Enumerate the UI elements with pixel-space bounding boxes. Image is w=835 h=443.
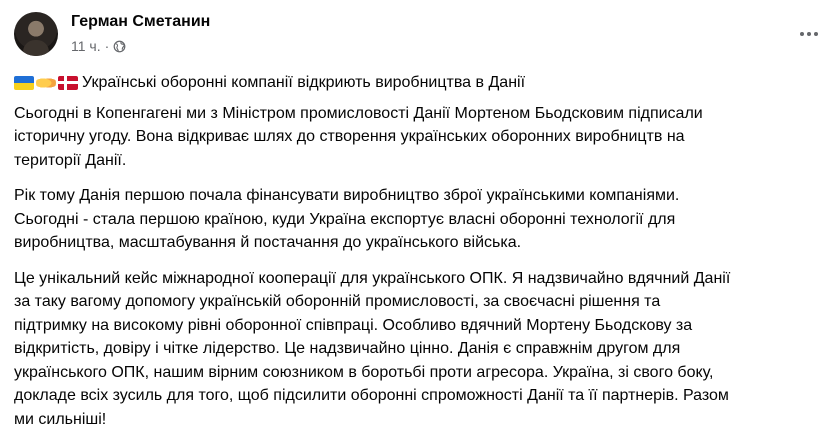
post-header [14, 12, 821, 60]
paragraph-line: Сьогодні - стала першою країною, куди Україна експортує власні оборонні технології для [14, 210, 676, 228]
paragraph-line: історичну угоду. Вона відкриває шлях до створення українських оборонних виробництв на [14, 128, 685, 145]
paragraph-line: Рік тому Данія першою почала фінансувати виробництво зброї українськими компаніями. [14, 187, 680, 204]
paragraph-1 [14, 102, 819, 173]
paragraph-line: за таку вагому допомогу українській оборонній промисловості, за своєчасні рішення та [14, 293, 661, 310]
paragraph-line: українського ОПК, нашим вірним союзником в боротьбі проти агресора. Україна, зі свого боку, [14, 363, 714, 381]
ukraine-flag-icon [14, 76, 34, 90]
post-title-line [14, 71, 819, 95]
paragraph-line: відкритість, довіру і чітке лідерство. Це надзвичайно цінно. Данія є справжнім другом для [14, 340, 681, 357]
paragraph-3 [14, 267, 819, 432]
avatar[interactable] [14, 12, 58, 56]
paragraph-line: виробництва, масштабування й постачання до українського війська. [14, 234, 522, 251]
paragraph-line: підтримку на високому рівні оборонної співпраці. Особливо вдячний Мортену Бьодскову за [14, 316, 693, 334]
paragraph-line: докладе всіх зусиль для того, щоб підсилити оборонні спроможності Данії та її партнерів. Разом [14, 387, 729, 404]
post-meta [71, 38, 126, 54]
meta-separator: · [104, 38, 110, 54]
paragraph-2 [14, 184, 819, 255]
paragraph-line: території Данії. [14, 151, 127, 169]
post-content [14, 71, 819, 443]
paragraph-line: Сьогодні в Копенгагені ми з Міністром промисловості Данії Мортеном Бьодсковим підписали [14, 104, 703, 122]
post-title: Українські оборонні компанії відкриють виробництва в Данії [82, 74, 526, 91]
title-emoji [14, 76, 78, 90]
author-name[interactable]: Герман Сметанин [71, 13, 211, 30]
denmark-flag-icon [58, 76, 78, 90]
paragraph-line: Це унікальний кейс міжнародної кооперації для українського ОПК. Я надзвичайно вдячний Данії [14, 269, 731, 287]
more-options-icon[interactable] [797, 22, 821, 46]
paragraph-line: ми сильніші! [14, 410, 107, 428]
post-timestamp[interactable]: 11 ч. [71, 38, 101, 54]
globe-icon[interactable] [113, 40, 126, 53]
handshake-icon [36, 76, 56, 90]
